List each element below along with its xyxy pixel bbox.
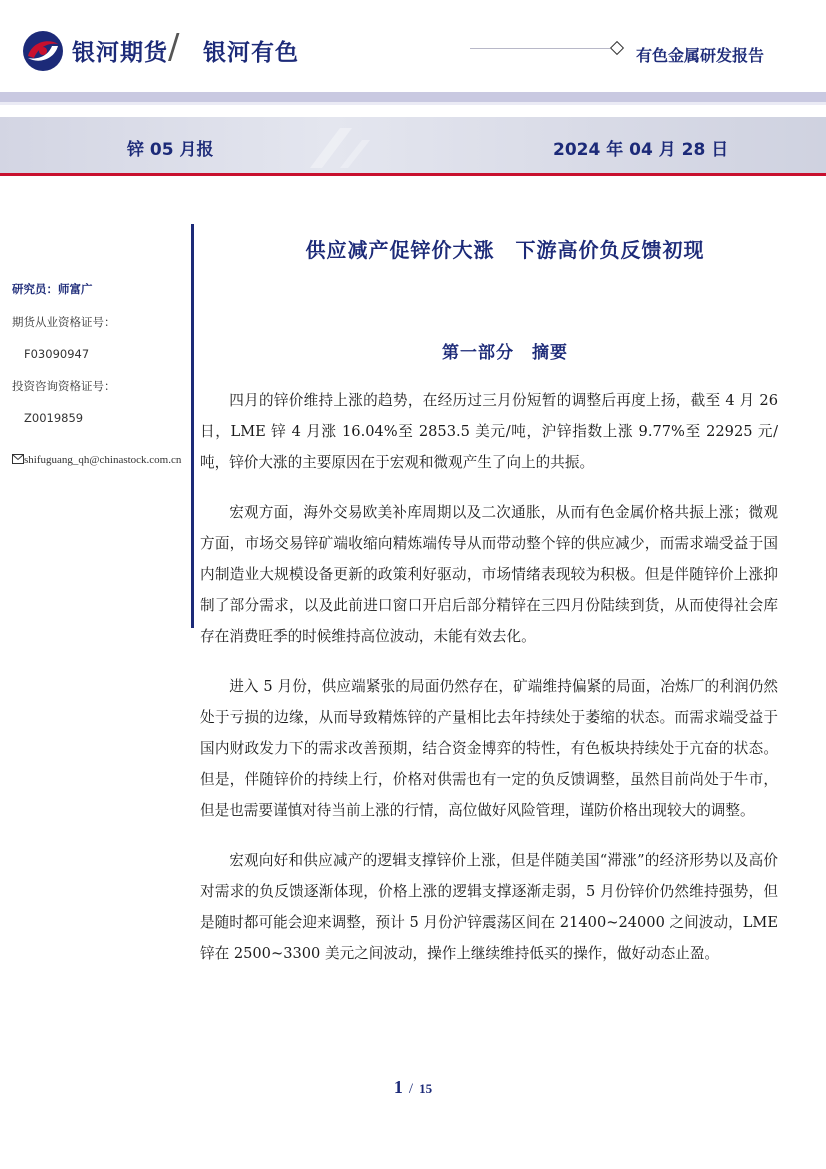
researcher-name: 研究员：师富广	[12, 282, 93, 296]
page-total: 15	[419, 1081, 433, 1096]
diamond-icon	[610, 41, 624, 55]
futures-cert-label: 期货从业资格证号：	[12, 315, 116, 329]
header-stripe-light	[0, 102, 826, 105]
sidebar-divider	[191, 224, 194, 628]
summary-paragraph: 进入 5 月份，供应端紧张的局面仍然存在，矿端维持偏紧的局面，冶炼厂的利润仍然处于亏损的边缘，从而导致精炼锌的产量相比去年持续处于萎缩的状态。而需求端受益于国内财政发力下的需求改善预期，结合资金博弈的特性，有色板块持续处于亢奋的状态。但是，伴随锌价的持续上行，价格对供需也有一定的负反馈调整，虽然目前尚处于牛市，但是也需要谨慎对待当前上涨的行情，高位做好风险管理，谨防价格出现较大的调整。	[200, 678, 778, 819]
futures-cert-number: F03090947	[24, 347, 90, 361]
invest-cert-label: 投资咨询资格证号：	[12, 379, 116, 393]
page-separator: /	[408, 1081, 414, 1097]
report-name: 锌 05 月报	[127, 140, 214, 160]
page-number	[0, 1077, 826, 1098]
report-type: 有色金属研发报告	[636, 46, 765, 65]
envelope-icon	[12, 454, 24, 464]
summary-body	[200, 386, 778, 990]
email-address[interactable]: shifuguang_qh@chinastock.com.cn	[24, 454, 182, 466]
report-date: 2024 年 04 月 28 日	[553, 140, 729, 160]
galaxy-swirl-icon	[22, 30, 64, 72]
section-heading: 第一部分 摘要	[442, 343, 568, 363]
report-title: 供应减产促锌价大涨 下游高价负反馈初现	[305, 238, 705, 262]
band-accent-line	[0, 173, 826, 176]
summary-paragraph: 宏观向好和供应减产的逻辑支撑锌价上涨，但是伴随美国“滞涨”的经济形势以及高价对需求的负反馈逐渐体现，价格上涨的逻辑支撑逐渐走弱，5 月份锌价仍然维持强势，但是随时都可能会迎来调整，预计 5 月份沪锌震荡区间在 21400~24000 之间波动，LME 锌在 2500~3300 美元之间波动，操作上继续维持低买的操作，做好动态止盈。	[200, 852, 778, 962]
email-block	[12, 443, 182, 477]
summary-paragraph: 宏观方面，海外交易欧美补库周期以及二次通胀，从而有色金属价格共振上涨；微观方面，市场交易锌矿端收缩向精炼端传导从而带动整个锌的供应减少，而需求端受益于国内制造业大规模设备更新的政策利好驱动，市场情绪表现较为积极。但是伴随锌价上涨抑制了部分需求，以及此前进口窗口开启后部分精锌在三四月份陆续到货，从而使得社会库存在消费旺季的时候维持高位波动，未能有效去化。	[200, 504, 778, 645]
summary-paragraph: 四月的锌价维持上涨的趋势，在经历过三月份短暂的调整后再度上扬，截至 4 月 26 日，LME 锌 4 月涨 16.04%至 2853.5 美元/吨，沪锌指数上涨 9.77%至 22925 元/吨，锌价大涨的主要原因在于宏观和微观产生了向上的共振。	[200, 392, 778, 471]
brand-secondary: 银河有色	[203, 40, 299, 66]
brand-divider: /	[168, 27, 180, 67]
page-current: 1	[393, 1077, 403, 1097]
invest-cert-number: Z0019859	[24, 411, 84, 425]
brand-primary: 银河期货	[72, 40, 168, 66]
band-decoration	[300, 120, 390, 170]
header-rule	[470, 48, 610, 49]
header-stripe	[0, 92, 826, 102]
